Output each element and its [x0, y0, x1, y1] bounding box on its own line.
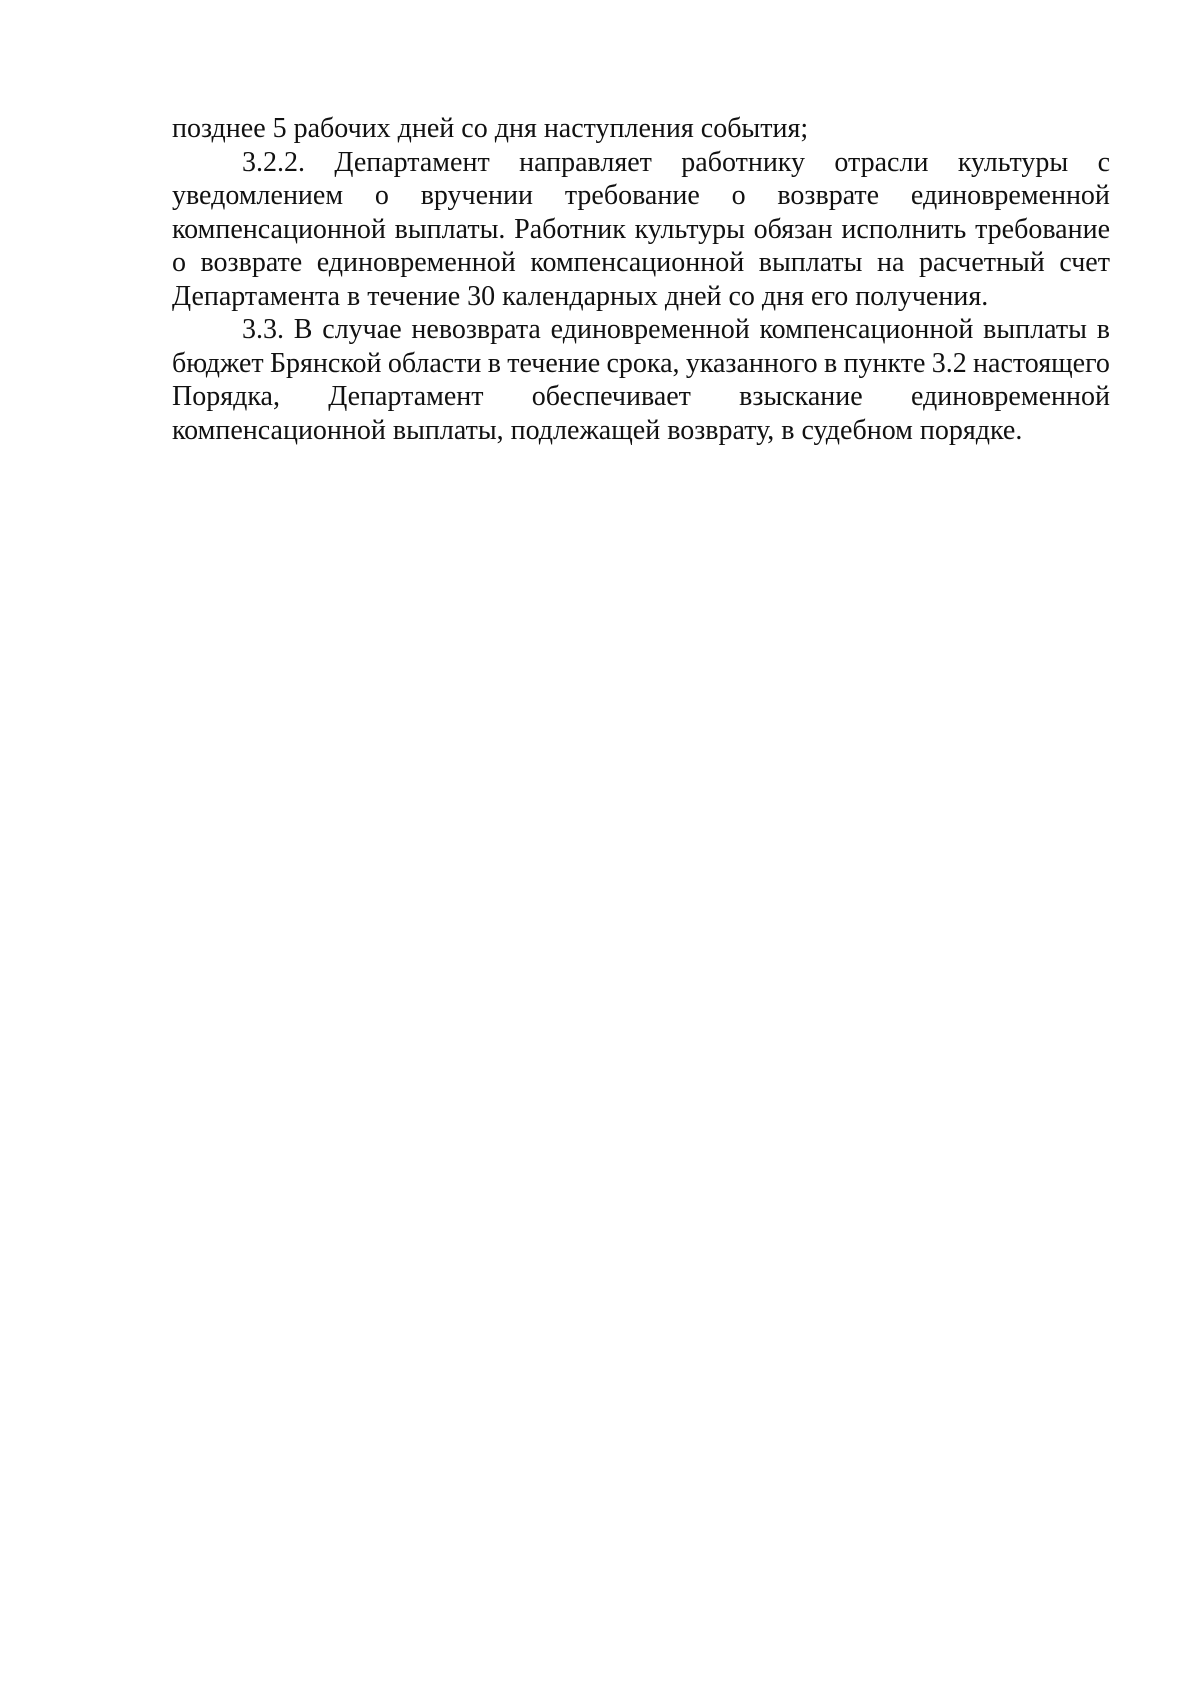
text-line-10: компенсационной выплаты, подлежащей возврату, в судебном порядке.	[172, 414, 1023, 446]
word: течение	[507, 347, 601, 379]
text-line-4	[172, 213, 1110, 247]
word: о	[374, 180, 389, 211]
word: срока,	[606, 347, 680, 379]
word: выплаты	[758, 247, 863, 278]
word: компенсационной	[172, 213, 386, 245]
word: единовременной	[550, 314, 750, 345]
text-line-3	[172, 179, 1110, 213]
word: области	[387, 347, 482, 379]
word: работнику	[681, 146, 806, 178]
text-line-8	[172, 347, 1110, 381]
word: невозврата	[411, 314, 541, 345]
text-line-5	[172, 246, 1110, 280]
word: культуры	[957, 146, 1069, 178]
word: вручении	[420, 180, 534, 211]
word: бюджет	[172, 347, 264, 379]
word: выплаты.	[394, 213, 506, 245]
document-body	[172, 112, 1110, 447]
word: о	[172, 247, 186, 278]
text-line-9	[172, 380, 1110, 414]
word: Брянской	[269, 347, 382, 379]
word: обязан	[753, 213, 833, 245]
word: с	[1097, 146, 1110, 178]
word: в	[1096, 314, 1110, 345]
word: возврате	[200, 247, 303, 278]
word: на	[877, 247, 905, 278]
word: направляет	[519, 146, 652, 178]
word: единовременной	[910, 180, 1110, 211]
word: случае	[322, 314, 402, 345]
text-line-7	[172, 313, 1110, 347]
word: требование	[975, 213, 1110, 245]
word: уведомлением	[172, 180, 344, 211]
word: исполнить	[841, 213, 967, 245]
word: счет	[1059, 247, 1110, 278]
word: возврате	[777, 180, 880, 211]
word: взыскание	[739, 381, 863, 412]
word: в	[824, 347, 838, 379]
word: обеспечивает	[531, 381, 691, 412]
word: единовременной	[316, 247, 516, 278]
word: Департамент	[328, 381, 484, 412]
word: расчетный	[918, 247, 1045, 278]
text-line-2	[172, 146, 1110, 180]
word: требование	[564, 180, 700, 211]
word: выплаты	[983, 314, 1087, 345]
text-line-6: Департамента в течение 30 календарных дней со дня его получения.	[172, 280, 989, 312]
word: отрасли	[834, 146, 929, 178]
word: о	[731, 180, 746, 211]
word: культуры	[634, 213, 745, 245]
word: 3.2	[931, 347, 967, 379]
word: Порядка,	[172, 381, 280, 412]
word: единовременной	[910, 381, 1110, 412]
word: пункте	[843, 347, 926, 379]
word: компенсационной	[530, 247, 745, 278]
word: настоящего	[973, 347, 1110, 379]
word: компенсационной	[759, 314, 974, 345]
word: В	[293, 314, 313, 345]
word: Департамент	[334, 146, 490, 178]
word: 3.3.	[242, 314, 284, 345]
text-line-1: позднее 5 рабочих дней со дня наступления события;	[172, 113, 809, 144]
word: указанного	[685, 347, 818, 379]
word: 3.2.2.	[242, 146, 305, 178]
word: в	[487, 347, 501, 379]
word: Работник	[514, 213, 626, 245]
